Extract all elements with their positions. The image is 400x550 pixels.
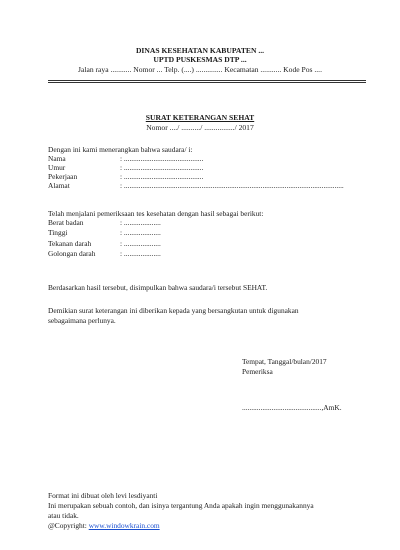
- identity-label-address: Alamat: [48, 181, 70, 190]
- header-rule-bottom: [48, 82, 366, 83]
- exam-intro-text: Telah menjalani pemeriksaan tes kesehatan dengan hasil sebagai berikut:: [48, 209, 264, 218]
- footer-line-2: Ini merupakan sebuah contoh, dan isinya tergantung Anda apakah ingin menggunakannya: [48, 501, 314, 510]
- exam-label-blood-pressure: Tekanan darah: [48, 239, 92, 248]
- clinic-name: UPTD PUSKESMAS DTP ...: [153, 55, 247, 64]
- identity-label-name: Nama: [48, 154, 66, 163]
- header-rule-top: [48, 80, 366, 81]
- footer-copyright: [48, 521, 160, 530]
- footer-line-3: atau tidak.: [48, 511, 79, 520]
- agency-name: DINAS KESEHATAN KABUPATEN ...: [135, 46, 265, 55]
- footer-line-1: Format ini dibuat oleh levi lesdiyanti: [48, 491, 158, 500]
- letter-heading: SURAT KETERANGAN SEHAT: [145, 113, 255, 122]
- identity-value-address: : .......................................................................................................................: [120, 181, 344, 190]
- identity-value-name: : ...........................................: [120, 154, 204, 163]
- copyright-link[interactable]: www.windowkrain.com: [88, 521, 160, 530]
- exam-value-blood-pressure: : ....................: [120, 239, 161, 248]
- copyright-label: @Copyright:: [48, 521, 89, 530]
- exam-label-height: Tinggi: [48, 228, 68, 237]
- identity-value-job: : ...........................................: [120, 172, 204, 181]
- signature-name: ...........................................,AmK.: [242, 403, 342, 412]
- exam-value-weight: : ....................: [120, 218, 161, 227]
- clinic-address: Jalan raya ........... Nomor ... Telp. (....) .............. Kecamatan ........... Kode Pos ....: [78, 65, 322, 74]
- signature-place-date: Tempat, Tanggal/bulan/2017: [242, 357, 327, 366]
- exam-label-blood-type: Golongan darah: [48, 249, 96, 258]
- identity-label-job: Pekerjaan: [48, 172, 78, 181]
- identity-label-age: Umur: [48, 163, 66, 172]
- intro-text: Dengan ini kami menerangkan bahwa saudara/ i:: [48, 145, 193, 154]
- identity-value-age: : ...........................................: [120, 163, 204, 172]
- exam-value-blood-type: : ....................: [120, 249, 161, 258]
- closing-text-line-2: sebagaimana perlunya.: [48, 316, 116, 325]
- conclusion-text: Berdasarkan hasil tersebut, disimpulkan bahwa saudara/i tersebut SEHAT.: [48, 283, 268, 292]
- exam-label-weight: Berat badan: [48, 218, 84, 227]
- letter-number: Nomor ..../ ........../ ................/ 2017: [146, 123, 254, 132]
- signature-role: Pemeriksa: [242, 367, 273, 376]
- exam-value-height: : ....................: [120, 228, 161, 237]
- closing-text-line-1: Demikian surat keterangan ini diberikan kepada yang bersangkutan untuk digunakan: [48, 306, 299, 315]
- letter-title: [0, 113, 400, 122]
